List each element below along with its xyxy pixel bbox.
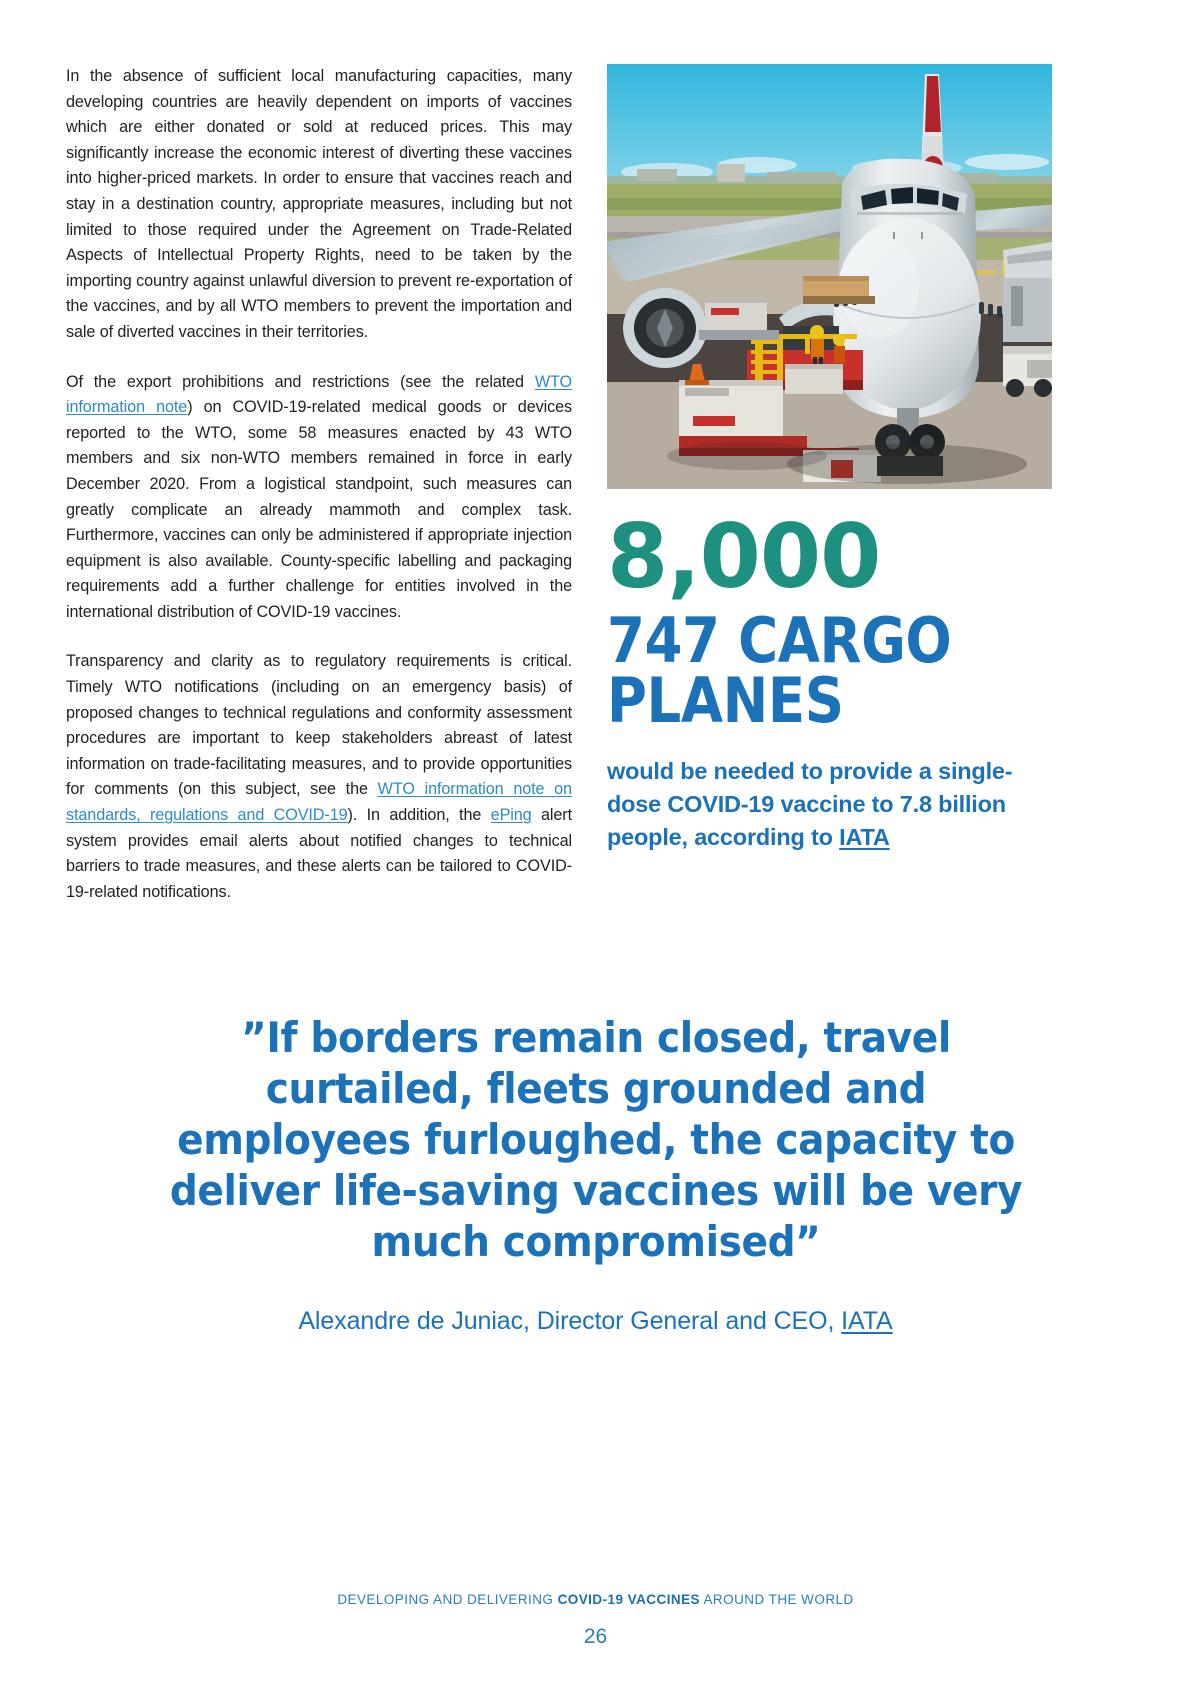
pull-quote-attribution [0, 1305, 1191, 1337]
left-text-column [66, 64, 572, 905]
footer-bold: COVID-19 VACCINES [557, 1592, 701, 1607]
wto-information-note-link[interactable]: WTO information note [66, 372, 572, 417]
right-feature-column [607, 64, 1052, 854]
iata-link-attribution[interactable]: IATA [841, 1307, 893, 1335]
footer-suffix: AROUND THE WORLD [700, 1592, 854, 1607]
paragraph-3-text-a: Transparency and clarity as to regulatory requirements is critical. Timely WTO notifications (including on an emergency basis) of proposed changes to technical regulations and conformity assessment procedures are important to keep stakeholders abreast of latest information on trade-facilitating measures, and to provide opportunities for comments (on this subject, see the [66, 652, 572, 799]
paragraph-2-text-b: ) on COVID-19-related medical goods or devices reported to the WTO, some 58 measures enacted by 43 WTO members and six non-WTO members remained in force in early December 2020. From a logistical standpoint, such measures can greatly complicate an already mammoth and complex task. Furthermore, vaccines can only be administered if appropriate injection equipment is also available. County-specific labelling and packaging requirements add a further challenge for entities involved in the international distribution of COVID-19 vaccines. [66, 398, 572, 621]
airplane-cargo-photo [607, 64, 1052, 489]
wto-standards-note-link[interactable]: WTO information note on standards, regulations and COVID-19 [66, 780, 572, 825]
paragraph-3 [66, 649, 572, 905]
paragraph-1: In the absence of sufficient local manufacturing capacities, many developing countries are heavily dependent on imports of vaccines which are either donated or sold at reduced prices. This may significantly increase the economic interest of diverting these vaccines into higher-priced markets. In order to ensure that vaccines reach and stay in a destination country, appropriate measures, including but not limited to those required under the Agreement on Trade-Related Aspects of Intellectual Property Rights, need to be taken by the importing country against unlawful diversion to prevent re-exportation of the vaccines, and by all WTO members to prevent the importation and sale of diverted vaccines in their territories. [66, 67, 572, 341]
page-footer [0, 1592, 1191, 1649]
paragraph-3-text-c: alert system provides email alerts about notified changes to technical barriers to trade measures, and these alerts can be tailored to COVID-19-related notifications. [66, 806, 572, 901]
paragraph-3-text-b: ). In addition, the [347, 806, 491, 825]
statistic-number: 8,000 [607, 505, 881, 608]
statistic-description-text: would be needed to provide a single-dose COVID-19 vaccine to 7.8 billion people, according to [607, 758, 1013, 850]
attribution-name: Alexandre de Juniac, Director General and CEO, [298, 1307, 842, 1335]
pull-quote-text: ”If borders remain closed, travel curtailed, fleets grounded and employees furloughed, the capacity to deliver life-saving vaccines will be very much compromised” [169, 1013, 1022, 1266]
footer-prefix: DEVELOPING AND DELIVERING [337, 1592, 558, 1607]
footer-title [0, 1592, 1191, 1607]
eping-link[interactable]: ePing [490, 806, 532, 825]
pull-quote-block [0, 1012, 1191, 1337]
statistic-headline: 747 CARGO PLANES [607, 604, 952, 737]
iata-link-statistic[interactable]: IATA [839, 824, 890, 850]
page-number: 26 [583, 1625, 608, 1648]
statistic-description [607, 755, 1052, 854]
paragraph-2-text-a: Of the export prohibitions and restrictions (see the related [66, 372, 535, 391]
paragraph-2 [66, 370, 572, 626]
